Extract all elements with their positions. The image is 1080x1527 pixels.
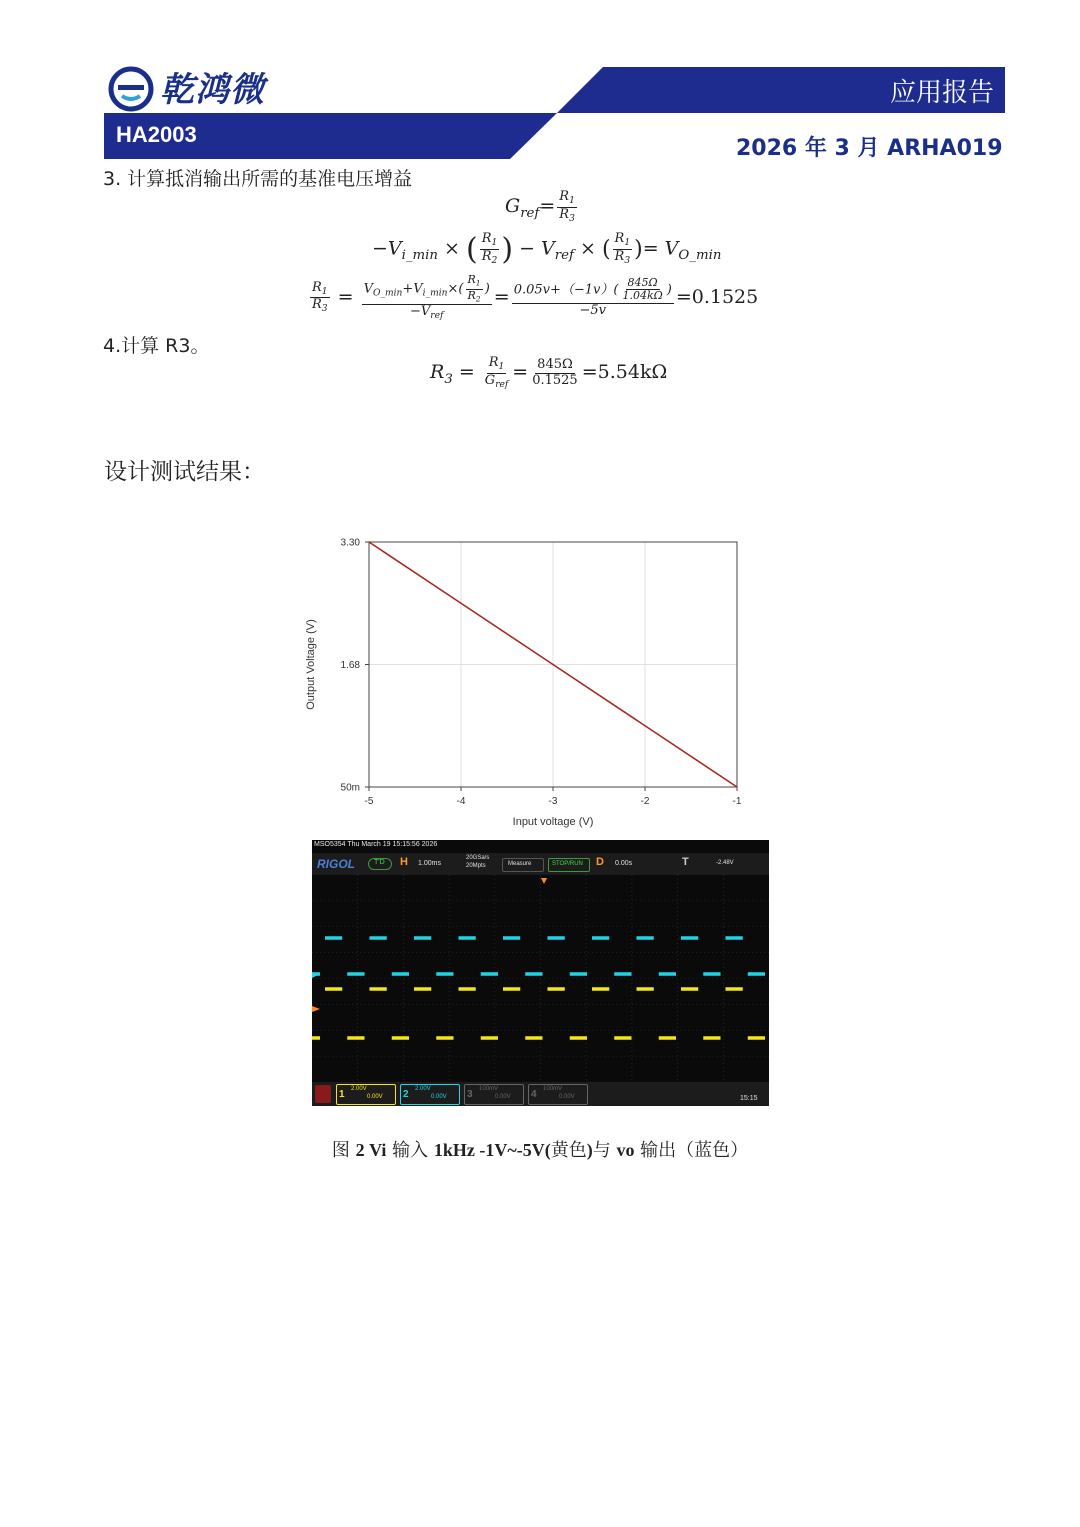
chart-data-point bbox=[552, 664, 554, 666]
report-title: 应用报告 bbox=[890, 78, 995, 108]
step-3-heading: 3. 计算抵消输出所需的基准电压增益 bbox=[103, 168, 413, 190]
scope-stoprun-button[interactable]: STOP/RUN bbox=[552, 861, 583, 867]
scope-channel-2-scale: 2.00V bbox=[415, 1086, 431, 1092]
scope-status-line: MSO5354 Thu March 19 15:15:56 2026 bbox=[314, 841, 438, 848]
scope-mem-depth: 20Mpts bbox=[466, 863, 486, 869]
scope-sample-rate: 20GSa/s bbox=[466, 855, 490, 861]
scope-trig-state: T'D bbox=[374, 859, 385, 866]
chart-x-tick-label: -3 bbox=[548, 796, 558, 807]
scope-channel-1-offset: 0.00V bbox=[367, 1094, 383, 1100]
equation-r3: $R_3$ = $\frac{R_1}{G_{ref}}$ = $\frac{845\Omega}{0.1525}$ =5.54kΩ bbox=[430, 355, 668, 390]
figure-caption: 图 2 Vi 输入 1kHz -1V~-5V(黄色)与 vo 输出（蓝色） bbox=[331, 1140, 749, 1161]
section-title: 设计测试结果： bbox=[104, 459, 265, 485]
y-axis-label: Output Voltage (V) bbox=[305, 619, 317, 710]
equation-balance: $-V_{i\_min}$ × ( $\frac{R_1}{R_2}$ ) − $V_{ref}$ × ( $\frac{R_1}{R_3}$ )= $V_{O\_min}$ bbox=[372, 231, 722, 267]
chart-data-point bbox=[644, 725, 646, 727]
scope-channel-4-offset: 0.00V bbox=[559, 1094, 575, 1100]
product-name: HA2003 bbox=[116, 122, 197, 147]
scope-brand: RIGOL bbox=[317, 857, 355, 871]
scope-channel-4-number: 4 bbox=[531, 1089, 537, 1100]
scope-channel-3-box[interactable] bbox=[464, 1084, 524, 1105]
scope-clock: 15:15 bbox=[740, 1095, 758, 1102]
trigger-marker bbox=[312, 1006, 320, 1012]
scope-timebase: 1.00ms bbox=[418, 860, 441, 867]
trigger-position-marker bbox=[541, 878, 547, 884]
chart-data-point bbox=[368, 541, 370, 543]
scope-channel-3-offset: 0.00V bbox=[495, 1094, 511, 1100]
oscilloscope-screenshot bbox=[312, 840, 769, 1106]
scope-channel-1-scale: 2.00V bbox=[351, 1086, 367, 1092]
chart-y-tick-label: 50m bbox=[340, 782, 360, 794]
x-axis-label: Input voltage (V) bbox=[512, 816, 594, 828]
document-number: 2026 年 3 月 ARHA019 bbox=[736, 136, 1003, 161]
scope-d-label: D bbox=[596, 856, 604, 868]
company-name: 乾鸿微 bbox=[160, 70, 265, 110]
equation-ratio: $\frac{R_1}{R_3}$ = $V_{O\_min}+V_{i\_min}\times$( $\frac{R_1}{R_2}$ ) $-V_{ref}$ = 0.05v+（−1v）( $\frac{845\Omega}{1.04k\Omega}$ ) −5v =0.1525 bbox=[312, 273, 759, 322]
scope-trig-level: -2.48V bbox=[716, 860, 734, 866]
scope-channel-4-box[interactable] bbox=[528, 1084, 588, 1105]
chart-data-point bbox=[460, 602, 462, 604]
scope-channel-3-scale: 100mV bbox=[479, 1086, 499, 1092]
scope-t-label: T bbox=[682, 856, 689, 868]
scope-channel-2-box[interactable] bbox=[400, 1084, 460, 1105]
step-4-heading: 4.计算 R3。 bbox=[103, 335, 210, 357]
scope-top-bar bbox=[312, 853, 769, 875]
scope-bottom-bar bbox=[312, 1082, 769, 1106]
company-logo-icon bbox=[108, 66, 154, 112]
scope-h-label: H bbox=[400, 856, 408, 868]
scope-channel-2-number: 2 bbox=[403, 1089, 409, 1100]
scope-channel-1-number: 1 bbox=[339, 1089, 345, 1100]
chart-x-tick-label: -2 bbox=[640, 796, 650, 807]
chart-y-tick-label: 1.68 bbox=[340, 660, 360, 671]
scope-waveform-area bbox=[312, 875, 769, 1082]
output-voltage-chart bbox=[290, 530, 760, 830]
chart-y-tick-label: 3.30 bbox=[340, 537, 360, 549]
scope-measure-button[interactable]: Measure bbox=[508, 861, 532, 867]
scope-delay: 0.00s bbox=[615, 860, 633, 867]
chart-x-tick-label: -4 bbox=[456, 796, 466, 807]
scope-channel-1-box[interactable] bbox=[336, 1084, 396, 1105]
scope-menu-button[interactable] bbox=[315, 1085, 331, 1103]
scope-channel-3-number: 3 bbox=[467, 1089, 473, 1100]
scope-channel-4-scale: 100mV bbox=[543, 1086, 563, 1092]
equation-gref: $G_{ref}=$ $\frac{R_1}{R_3}$ bbox=[505, 189, 575, 224]
chart-x-tick-label: -1 bbox=[732, 796, 742, 807]
chart-data-point bbox=[736, 786, 738, 788]
scope-channel-2-offset: 0.00V bbox=[431, 1094, 447, 1100]
chart-x-tick-label: -5 bbox=[364, 796, 374, 807]
